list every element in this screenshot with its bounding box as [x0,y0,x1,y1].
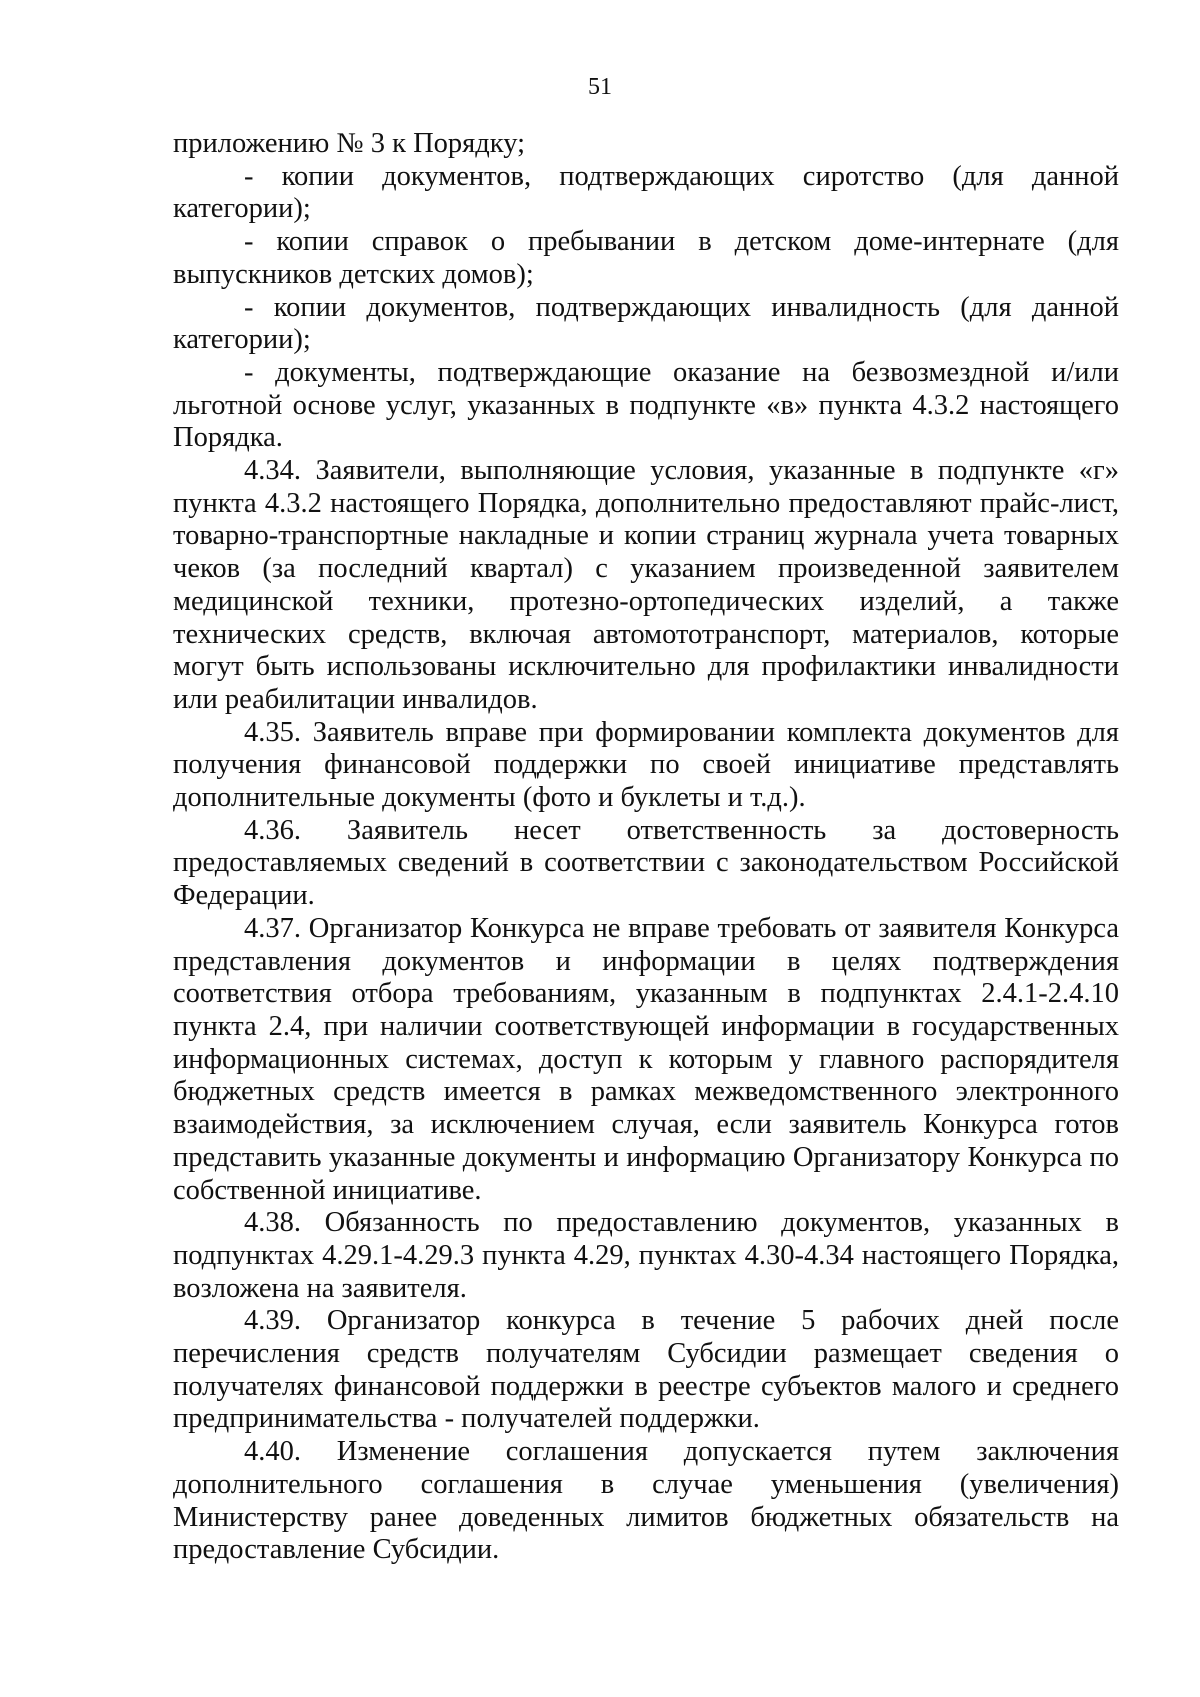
clause-4-38: 4.38. Обязанность по предоставлению документов, указанных в подпунктах 4.29.1-4.29.3 пункта 4.29, пунктах 4.30-4.34 настоящего Порядка, возложена на заявителя. [173,1207,1119,1304]
list-item-orphan-docs: - копии документов, подтверждающих сиротство (для данной категории); [173,160,1119,225]
page-number: 51 [588,74,612,100]
document-body [173,128,1119,1567]
clause-4-34: 4.34. Заявители, выполняющие условия, указанные в подпункте «г» пункта 4.3.2 настоящего Порядка, дополнительно предоставляют прайс-лист, товарно-транспортные накладные и копии страниц журнала учета товарных чеков (за последний квартал) с указанием произведенной заявителем медицинской техники, протезно-ортопедических изделий, а также технических средств, включая автомототранспорт, материалов, которые могут быть использованы исключительно для профилактики инвалидности или реабилитации инвалидов. [173,455,1119,715]
list-item-disability-docs: - копии документов, подтверждающих инвалидность (для данной категории); [173,291,1119,356]
clause-4-35: 4.35. Заявитель вправе при формировании комплекта документов для получения финансовой поддержки по своей инициативе представлять дополнительные документы (фото и буклеты и т.д.). [173,716,1119,814]
list-item-orphanage-certificates: - копии справок о пребывании в детском доме-интернате (для выпускников детских домов); [173,226,1119,290]
clause-4-37: 4.37. Организатор Конкурса не вправе требовать от заявителя Конкурса представления документов и информации в целях подтверждения соответствия отбора требованиям, указанным в подпунктах 2.4.1-2.4.10 пункта 2.4, при наличии соответствующей информации в государственных информационных системах, доступ к которым у главного распорядителя бюджетных средств имеется в рамках межведомственного электронного взаимодействия, за исключением случая, если заявитель Конкурса готов представить указанные документы и информацию Организатору Конкурса по собственной инициативе. [173,912,1119,1206]
clause-4-36: 4.36. Заявитель несет ответственность за достоверность предоставляемых сведений в соответствии с законодательством Российской Федерации. [173,814,1119,912]
clause-4-39: 4.39. Организатор конкурса в течение 5 рабочих дней после перечисления средств получателям Субсидии размещает сведения о получателях финансовой поддержки в реестре субъектов малого и среднего предпринимательства - получателей поддержки. [173,1305,1119,1435]
paragraph-appendix-ref: приложению № 3 к Порядку; [173,128,525,159]
clause-4-40: 4.40. Изменение соглашения допускается путем заключения дополнительного соглашения в случае уменьшения (увеличения) Министерству ранее доведенных лимитов бюджетных обязательств на предоставление Субсидии. [173,1436,1119,1566]
list-item-free-services-docs: - документы, подтверждающие оказание на безвозмездной и/или льготной основе услуг, указанных в подпункте «в» пункта 4.3.2 настоящего Порядка. [173,356,1119,454]
